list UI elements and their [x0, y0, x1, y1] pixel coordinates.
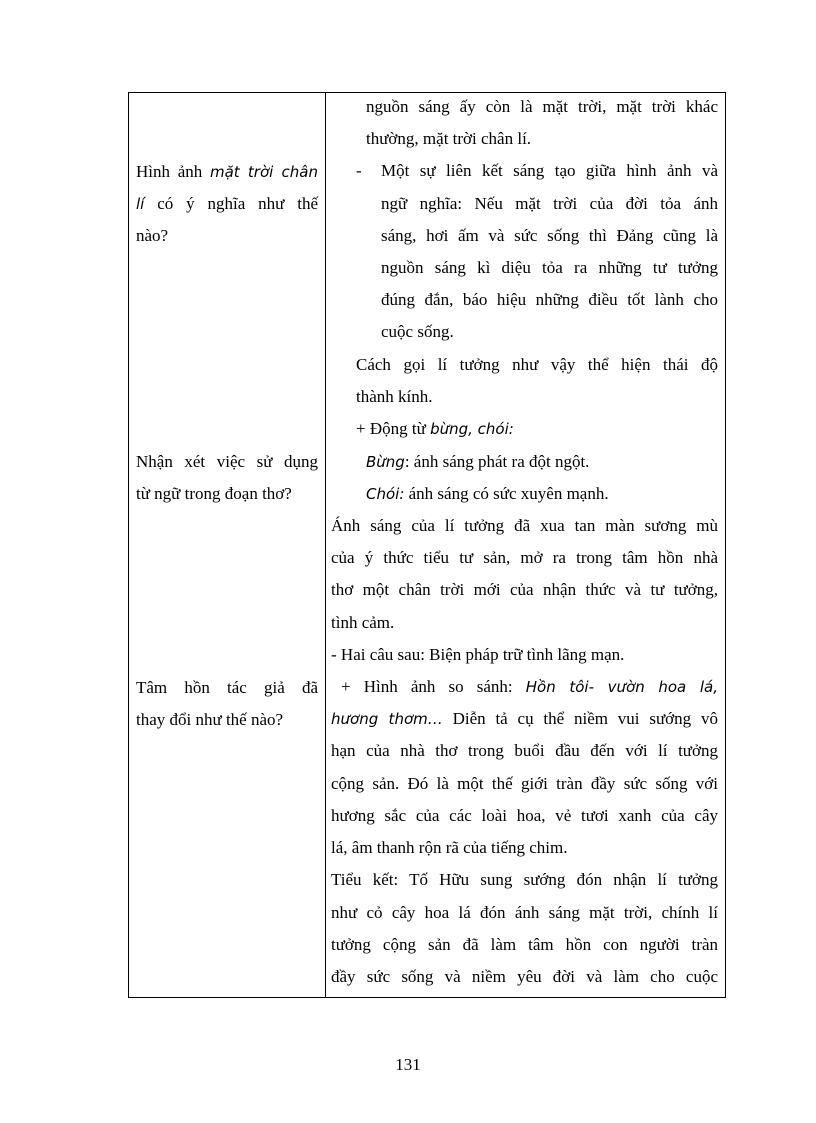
question-1-line-3: nào?: [136, 226, 169, 245]
answer-line-15: của ý thức tiểu tư sản, mở ra trong tâm hồn nhà: [331, 548, 718, 567]
answer-line-28: đầy sức sống và niềm yêu đời và làm cho cuộc: [331, 967, 718, 986]
answer-line-12: Bừng: ánh sáng phát ra đột ngột.: [366, 452, 590, 471]
answer-line-26: như cỏ cây hoa lá đón ánh sáng mặt trời, chính lí: [331, 903, 718, 922]
answer-line-7: đúng đắn, báo hiệu những điều tốt lành cho: [381, 290, 718, 309]
answer-line-2: thường, mặt trời chân lí.: [366, 129, 532, 148]
question-2-line-1: Nhận xét việc sử dụng: [136, 452, 318, 471]
answer-line-20: hương thơm… Diễn tả cụ thể niềm vui sướng vô: [331, 709, 718, 728]
answer-line-10: thành kính.: [356, 387, 433, 406]
answer-line-27: tưởng cộng sản đã làm tâm hồn con người tràn: [331, 935, 718, 954]
answer-line-1: nguồn sáng ấy còn là mặt trời, mặt trời khác: [366, 97, 718, 116]
answer-line-13: Chói: ánh sáng có sức xuyên mạnh.: [366, 484, 609, 503]
answer-line-4: ngữ nghĩa: Nếu mặt trời của đời tỏa ánh: [381, 194, 718, 213]
answer-line-18: - Hai câu sau: Biện pháp trữ tình lãng mạn.: [331, 645, 625, 664]
question-2-line-2: từ ngữ trong đoạn thơ?: [136, 484, 292, 503]
question-3-line-2: thay đổi như thế nào?: [136, 710, 284, 729]
answer-line-9: Cách gọi lí tưởng như vậy thể hiện thái độ: [356, 355, 718, 374]
answer-line-6: nguồn sáng kì diệu tỏa ra những tư tưởng: [381, 258, 718, 277]
answer-line-14: Ánh sáng của lí tưởng đã xua tan màn sương mù: [331, 516, 718, 535]
answer-line-19: + Hình ảnh so sánh: Hồn tôi- vườn hoa lá,: [341, 677, 718, 696]
question-3-line-1: Tâm hồn tác giả đã: [136, 678, 318, 697]
answer-line-3: Một sự liên kết sáng tạo giữa hình ảnh và: [381, 161, 718, 180]
bullet-dash: -: [356, 161, 362, 180]
column-divider: [325, 93, 326, 997]
answer-line-25: Tiểu kết: Tố Hữu sung sướng đón nhận lí tưởng: [331, 870, 718, 889]
answer-line-5: sáng, hơi ấm và sức sống thì Đảng cũng là: [381, 226, 718, 245]
question-1-line-1: Hình ảnh mặt trời chân: [136, 162, 318, 181]
answer-line-8: cuộc sống.: [381, 322, 454, 341]
page-number: 131: [395, 1055, 421, 1074]
answer-line-24: lá, âm thanh rộn rã của tiếng chim.: [331, 838, 568, 857]
answer-line-23: hương sắc của các loài hoa, vẻ tươi xanh của cây: [331, 806, 718, 825]
answer-line-22: cộng sản. Đó là một thế giới tràn đầy sức sống với: [331, 774, 718, 793]
answer-line-16: thơ một chân trời mới của nhận thức và tư tưởng,: [331, 580, 718, 599]
answer-line-17: tình cảm.: [331, 613, 395, 632]
answer-line-11: + Động từ bừng, chói:: [356, 419, 514, 438]
question-1-line-2: lí có ý nghĩa như thế: [136, 194, 318, 213]
answer-line-21: hạn của nhà thơ trong buổi đầu đến với lí tưởng: [331, 741, 718, 760]
